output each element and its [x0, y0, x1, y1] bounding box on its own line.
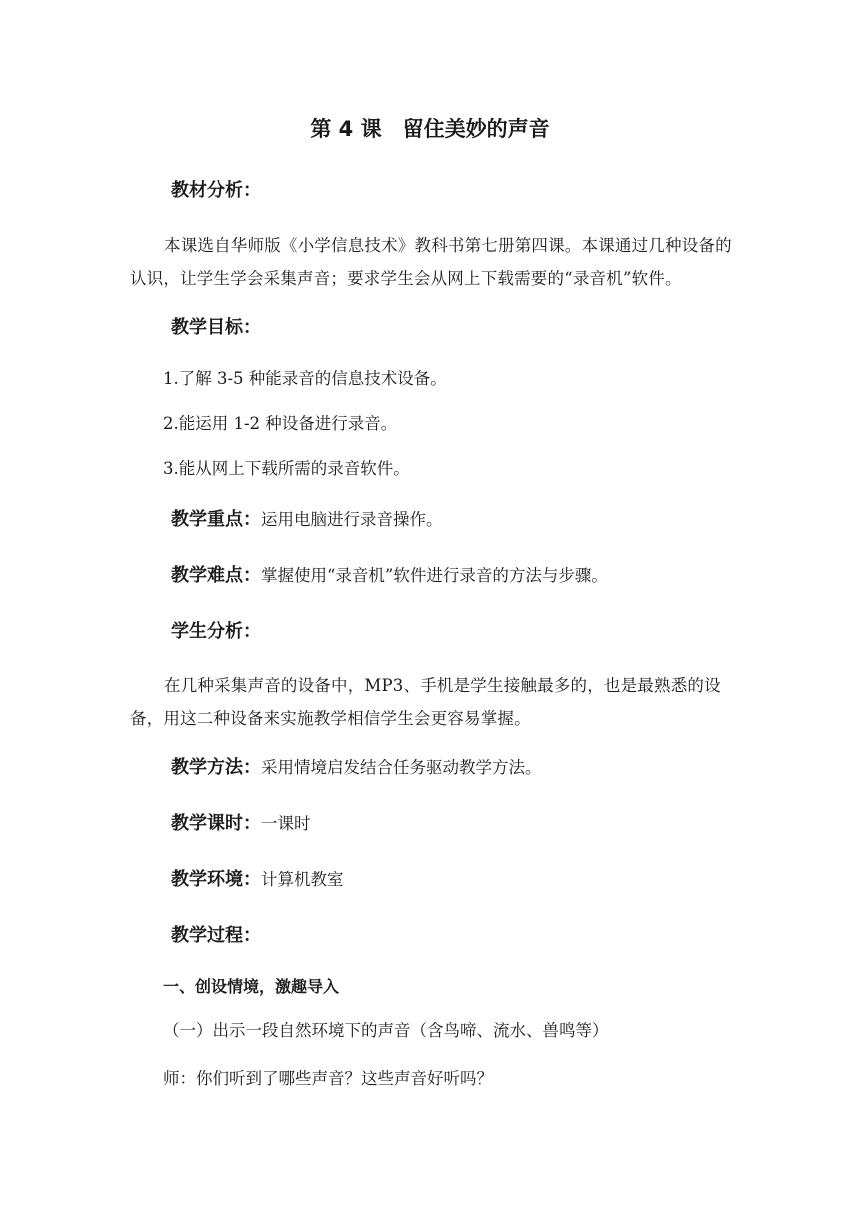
key-point-value: 运用电脑进行录音操作。 — [261, 510, 443, 529]
material-analysis-heading: 教材分析： — [171, 180, 261, 201]
difficulty-value: 掌握使用“录音机”软件进行录音的方法与步骤。 — [261, 566, 608, 585]
objective-item-2: 2.能运用 1-2 种设备进行录音。 — [163, 414, 398, 433]
key-point-line — [171, 510, 781, 530]
class-hours-line — [171, 814, 781, 834]
key-point-label: 教学重点： — [171, 509, 261, 530]
objectives-heading: 教学目标： — [171, 317, 261, 338]
process-step-1: （一）出示一段自然环境下的声音（含鸟啼、流水、兽鸣等） — [163, 1021, 609, 1040]
method-label: 教学方法： — [171, 757, 261, 778]
student-analysis-text: 在几种采集声音的设备中，MP3、手机是学生接触最多的，也是最熟悉的设备，用这二种设备来实施教学相信学生会更容易掌握。 — [130, 676, 721, 728]
process-section-1: 一、创设情境，激趣导入 — [163, 977, 340, 996]
material-analysis-text: 本课选自华师版《小学信息技术》教科书第七册第四课。本课通过几种设备的认识，让学生学会采集声音；要求学生会从网上下载需要的“录音机”软件。 — [130, 236, 732, 288]
teacher-line: 师：你们听到了哪些声音？这些声音好听吗？ — [163, 1069, 493, 1088]
environment-label: 教学环境： — [171, 869, 261, 890]
method-value: 采用情境启发结合任务驱动教学方法。 — [261, 758, 542, 777]
student-analysis-heading: 学生分析： — [171, 621, 261, 642]
difficulty-label: 教学难点： — [171, 565, 261, 586]
objective-item-1: 1.了解 3-5 种能录音的信息技术设备。 — [163, 369, 447, 388]
method-line — [171, 758, 781, 778]
objective-item-3: 3.能从网上下载所需的录音软件。 — [163, 459, 410, 478]
environment-value: 计算机教室 — [261, 870, 344, 889]
page-title: 第 4 课 留住美妙的声音 — [310, 117, 550, 141]
process-heading: 教学过程： — [171, 925, 261, 946]
difficulty-line — [171, 566, 781, 586]
class-hours-label: 教学课时： — [171, 813, 261, 834]
class-hours-value: 一课时 — [261, 814, 311, 833]
environment-line — [171, 870, 781, 890]
